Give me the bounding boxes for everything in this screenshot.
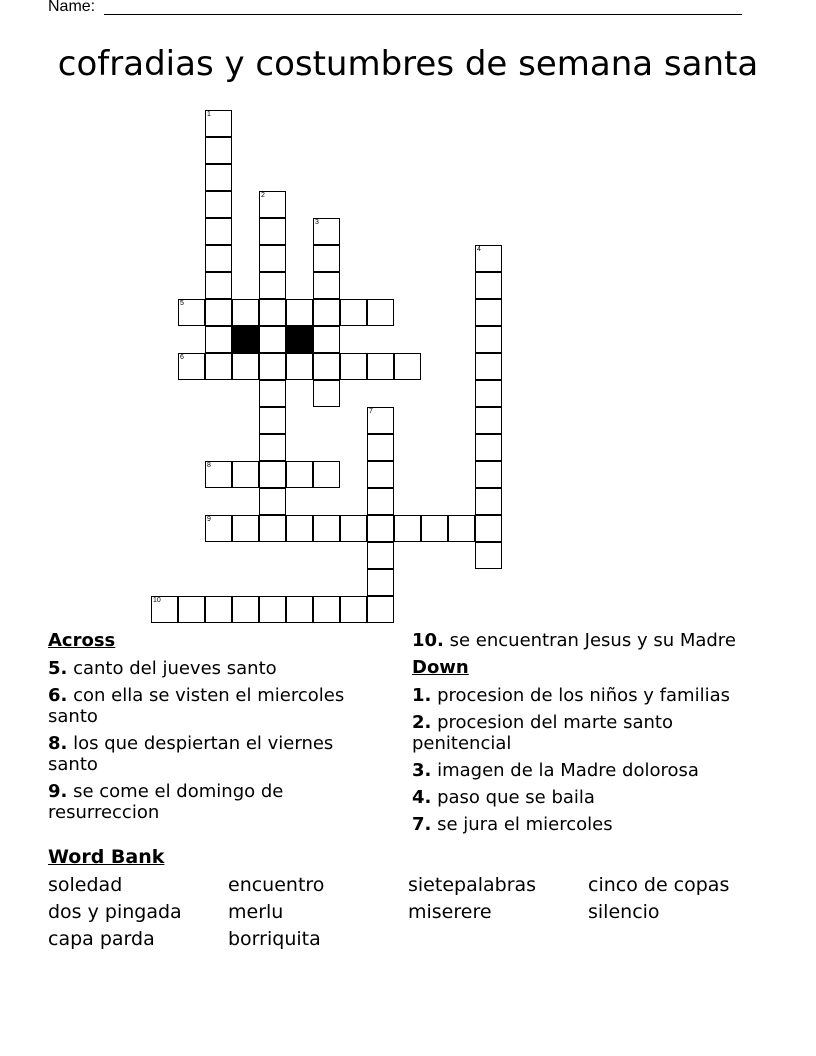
clue-text: se encuentran Jesus y su Madre [443,630,736,651]
grid-cell[interactable] [259,407,286,434]
clue-text: imagen de la Madre dolorosa [431,760,699,781]
grid-cell[interactable] [259,461,286,488]
grid-cell[interactable] [205,137,232,164]
clue-number: 8 [207,462,211,469]
word-bank-heading: Word Bank [48,846,165,868]
word-bank-item: merlu [228,901,284,923]
grid-cell[interactable] [232,353,259,380]
clue-item [412,712,772,754]
word-bank-item: silencio [588,901,660,923]
grid-cell[interactable] [340,596,367,623]
across-heading: Across [48,630,116,651]
clue-item [412,760,772,781]
grid-cell[interactable] [367,299,394,326]
word-bank-item: soledad [48,874,123,896]
grid-cell[interactable] [475,245,502,272]
down-heading: Down [412,657,469,678]
clue-number: 5 [180,300,184,307]
grid-cell[interactable] [151,596,178,623]
grid-cell[interactable] [394,515,421,542]
down-clue-list [412,685,772,835]
grid-cell[interactable] [286,299,313,326]
black-cell [286,326,313,353]
grid-cell[interactable] [259,326,286,353]
word-bank-item: encuentro [228,874,325,896]
grid-cell[interactable] [313,380,340,407]
grid-cell[interactable] [367,407,394,434]
grid-cell[interactable] [367,596,394,623]
clue-text: paso que se baila [431,787,595,808]
grid-cell[interactable] [340,353,367,380]
grid-cell[interactable] [178,299,205,326]
grid-cell[interactable] [313,515,340,542]
clue-number: 7 [369,408,373,415]
clues-column-right [412,630,772,841]
clue-number-label: 4. [412,787,432,808]
clue-item [412,685,772,706]
grid-cell[interactable] [367,353,394,380]
clue-text: procesion del marte santo penitencial [412,712,673,754]
word-bank-item: borriquita [228,928,321,950]
grid-cell[interactable] [205,218,232,245]
grid-cell[interactable] [367,488,394,515]
clue-number: 10 [153,597,161,604]
grid-cell[interactable] [475,380,502,407]
clue-item [48,685,378,727]
clue-number-label: 5. [48,658,68,679]
grid-cell[interactable] [205,110,232,137]
grid-cell[interactable] [475,353,502,380]
grid-cell[interactable] [367,542,394,569]
clue-text: procesion de los niños y familias [431,685,730,706]
grid-cell[interactable] [313,353,340,380]
grid-cell[interactable] [286,596,313,623]
grid-cell[interactable] [286,461,313,488]
clue-number-label: 6. [48,685,68,706]
black-cell [232,326,259,353]
grid-cell[interactable] [367,569,394,596]
grid-cell[interactable] [475,488,502,515]
grid-cell[interactable] [232,299,259,326]
clue-number-label: 3. [412,760,432,781]
grid-cell[interactable] [205,164,232,191]
grid-cell[interactable] [475,407,502,434]
grid-cell[interactable] [259,191,286,218]
grid-cell[interactable] [313,326,340,353]
grid-cell[interactable] [394,353,421,380]
grid-cell[interactable] [259,380,286,407]
grid-cell[interactable] [286,353,313,380]
grid-cell[interactable] [340,515,367,542]
across-clue-list-continued [412,630,772,651]
clue-text: se jura el miercoles [431,814,613,835]
clue-text: con ella se visten el miercoles santo [48,685,345,727]
grid-cell[interactable] [340,299,367,326]
grid-cell[interactable] [205,353,232,380]
grid-cell[interactable] [232,515,259,542]
grid-cell[interactable] [313,272,340,299]
clue-number: 3 [315,219,319,226]
grid-cell[interactable] [259,245,286,272]
clues-column-left [48,630,378,829]
clue-number-label: 7. [412,814,432,835]
clue-item [48,658,378,679]
clue-number-label: 8. [48,733,68,754]
word-bank-item: dos y pingada [48,901,182,923]
clue-number-label: 10. [412,630,444,651]
grid-cell[interactable] [205,299,232,326]
grid-cell[interactable] [367,515,394,542]
grid-cell[interactable] [475,272,502,299]
grid-cell[interactable] [475,515,502,542]
grid-cell[interactable] [313,218,340,245]
clue-text: canto del jueves santo [67,658,277,679]
clue-item [412,787,772,808]
clue-text: los que despiertan el viernes santo [48,733,334,775]
grid-cell[interactable] [421,515,448,542]
grid-cell[interactable] [259,488,286,515]
word-bank-item: cinco de copas [588,874,730,896]
clue-item [48,733,378,775]
grid-cell[interactable] [313,299,340,326]
clue-item [412,630,772,651]
grid-cell[interactable] [475,326,502,353]
grid-cell[interactable] [205,515,232,542]
clue-number-label: 1. [412,685,432,706]
grid-cell[interactable] [259,353,286,380]
grid-cell[interactable] [259,218,286,245]
word-bank-item: miserere [408,901,492,923]
clue-item [412,814,772,835]
word-bank-item: sietepalabras [408,874,537,896]
grid-cell[interactable] [205,245,232,272]
grid-cell[interactable] [205,326,232,353]
grid-cell[interactable] [475,542,502,569]
grid-cell[interactable] [475,461,502,488]
grid-cell[interactable] [178,353,205,380]
clue-text: se come el domingo de resurreccion [48,781,284,823]
grid-cell[interactable] [448,515,475,542]
grid-cell[interactable] [313,245,340,272]
page-title: cofradias y costumbres de semana santa [57,44,759,84]
grid-cell[interactable] [259,596,286,623]
clue-number: 2 [261,192,265,199]
word-bank-item: capa parda [48,928,155,950]
grid-cell[interactable] [205,596,232,623]
grid-cell[interactable] [259,299,286,326]
grid-cell[interactable] [232,596,259,623]
grid-cell[interactable] [286,515,313,542]
clue-number: 9 [207,516,211,523]
grid-cell[interactable] [367,461,394,488]
grid-cell[interactable] [475,434,502,461]
grid-cell[interactable] [259,434,286,461]
word-bank-grid [48,874,768,950]
grid-cell[interactable] [205,191,232,218]
grid-cell[interactable] [205,461,232,488]
clue-number-label: 9. [48,781,68,802]
clue-number-label: 2. [412,712,432,733]
name-label: Name: [48,0,96,15]
word-bank [48,846,768,950]
grid-cell[interactable] [205,272,232,299]
grid-cell[interactable] [367,434,394,461]
clue-number: 6 [180,354,184,361]
grid-cell[interactable] [313,461,340,488]
grid-cell[interactable] [178,596,205,623]
grid-cell[interactable] [475,299,502,326]
across-clue-list [48,658,378,823]
grid-cell[interactable] [259,515,286,542]
clue-number: 1 [207,111,211,118]
grid-cell[interactable] [313,596,340,623]
grid-cell[interactable] [232,461,259,488]
clue-item [48,781,378,823]
clue-number: 4 [477,246,481,253]
grid-cell[interactable] [259,272,286,299]
